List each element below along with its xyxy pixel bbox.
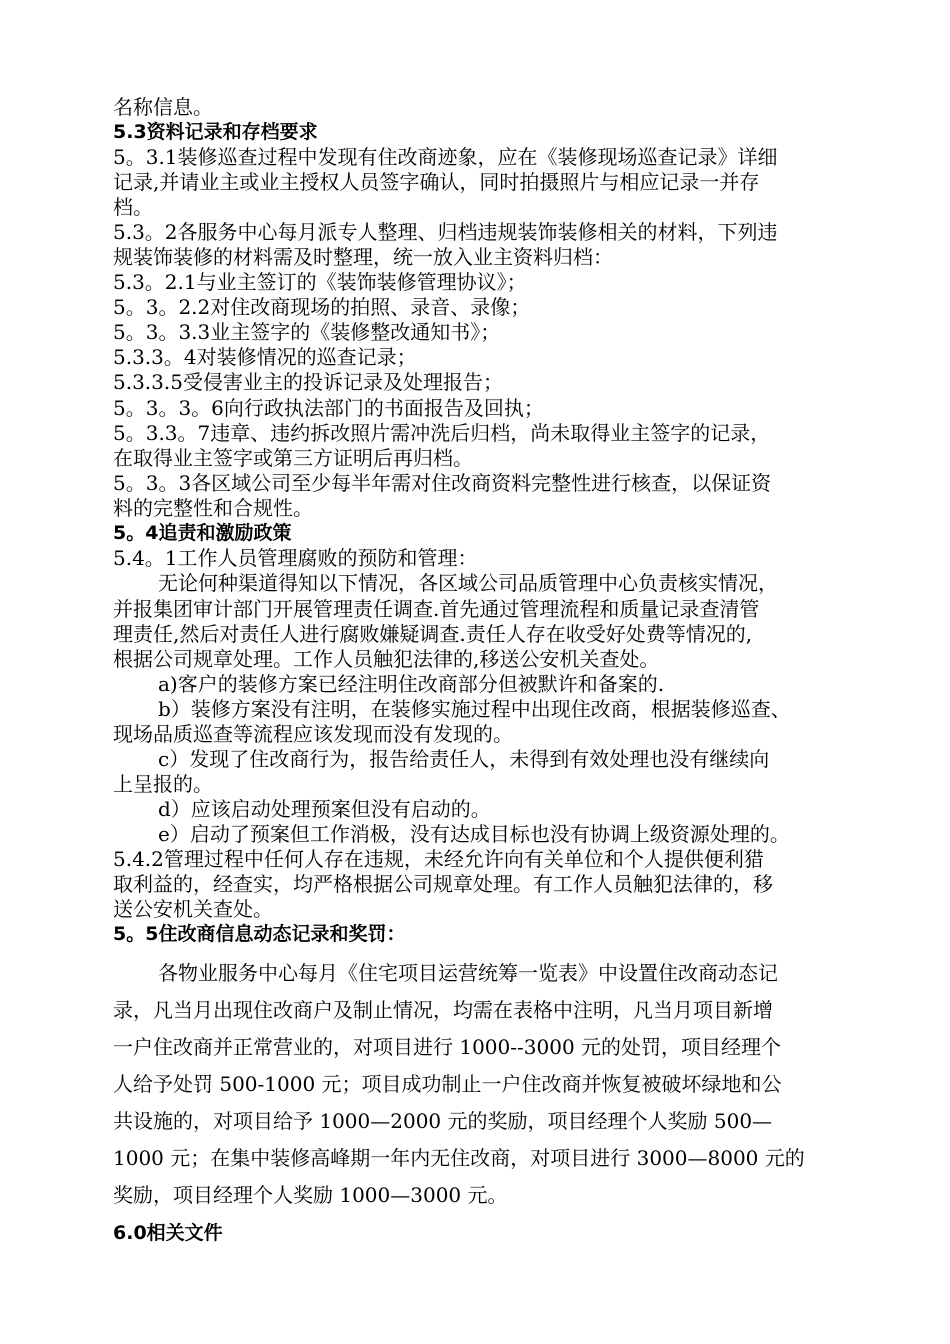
text-line: 根据公司规章处理。工作人员触犯法律的,移送公安机关查处。 <box>113 647 660 671</box>
text-line: 1000 元；在集中装修高峰期一年内无住改商，对项目进行 3000—8000 元的 <box>113 1146 805 1170</box>
text-line: 5.4.2管理过程中任何人存在违规，未经允许向有关单位和个人提供便利猎 <box>113 847 764 871</box>
section-heading-5-4: 5。4追责和激励政策 <box>113 522 292 544</box>
text-line: 并报集团审计部门开展管理责任调查.首先通过管理流程和质量记录查清管 <box>113 597 760 621</box>
text-line: 共设施的，对项目给予 1000—2000 元的奖励，项目经理个人奖励 500— <box>113 1109 773 1133</box>
text-line: 取利益的，经查实，均严格根据公司规章处理。有工作人员触犯法律的，移 <box>113 872 773 896</box>
text-line: 无论何种渠道得知以下情况，各区域公司品质管理中心负责核实情况， <box>158 571 778 595</box>
text-line: 人给予处罚 500-1000 元；项目成功制止一户住改商并恢复被破坏绿地和公 <box>113 1072 782 1096</box>
text-line: 在取得业主签字或第三方证明后再归档。 <box>113 446 473 470</box>
text-line: 5.3.3。4对装修情况的巡查记录； <box>113 345 417 369</box>
text-line: 5。3。2.2对住改商现场的拍照、录音、录像； <box>113 295 531 319</box>
text-line: 档。 <box>113 195 153 219</box>
text-line: 记录,并请业主或业主授权人员签字确认，同时拍摄照片与相应记录一并存 <box>113 170 760 194</box>
section-heading-5-3: 5.3资料记录和存档要求 <box>113 121 318 143</box>
text-line: 各物业服务中心每月《住宅项目运营统筹一览表》中设置住改商动态记 <box>158 961 778 985</box>
text-line: 5.4。1工作人员管理腐败的预防和管理： <box>113 546 478 570</box>
text-line: 一户住改商并正常营业的，对项目进行 1000--3000 元的处罚，项目经理个 <box>113 1035 782 1059</box>
text-line: c）发现了住改商行为，报告给责任人，未得到有效处理也没有继续向 <box>158 747 770 771</box>
section-heading-6-0: 6.0相关文件 <box>113 1222 223 1244</box>
text-line: a)客户的装修方案已经注明住改商部分但被默许和备案的. <box>158 672 665 696</box>
text-line: 录，凡当月出现住改商户及制止情况，均需在表格中注明，凡当月项目新增 <box>113 998 773 1022</box>
text-line: 5。3.1装修巡查过程中发现有住改商迹象，应在《装修现场巡查记录》详细 <box>113 145 778 169</box>
section-heading-5-5: 5。5住改商信息动态记录和奖罚： <box>113 923 406 945</box>
text-line: 5.3。2各服务中心每月派专人整理、归档违规装饰装修相关的材料，下列违 <box>113 220 778 244</box>
text-line: b）装修方案没有注明，在装修实施过程中出现住改商，根据装修巡查、 <box>158 697 791 721</box>
text-line: 5。3.3。7违章、违约拆改照片需冲洗后归档，尚未取得业主签字的记录， <box>113 421 771 445</box>
text-line: 5。3。3.3业主签字的《装修整改通知书》； <box>113 320 501 344</box>
text-line: 料的完整性和合规性。 <box>113 496 313 520</box>
text-line: 5。3。3各区域公司至少每半年需对住改商资料完整性进行核查，以保证资 <box>113 471 772 495</box>
text-line: 规装饰装修的材料需及时整理，统一放入业主资料归档： <box>113 245 613 269</box>
text-line: 奖励，项目经理个人奖励 1000—3000 元。 <box>113 1183 508 1207</box>
text-line: 上呈报的。 <box>113 772 213 796</box>
text-line: d）应该启动处理预案但没有启动的。 <box>158 797 491 821</box>
text-line: e）启动了预案但工作消极，没有达成目标也没有协调上级资源处理的。 <box>158 822 790 846</box>
text-line: 送公安机关查处。 <box>113 897 273 921</box>
text-line: 理责任,然后对责任人进行腐败嫌疑调查.责任人存在收受好处费等情况的, <box>113 622 753 646</box>
text-line: 5.3.3.5受侵害业主的投诉记录及处理报告； <box>113 370 503 394</box>
text-line: 现场品质巡查等流程应该发现而没有发现的。 <box>113 722 513 746</box>
text-line: 5.3。2.1与业主签订的《装饰装修管理协议》； <box>113 270 527 294</box>
text-line: 名称信息。 <box>113 95 213 119</box>
text-line: 5。3。3。6向行政执法部门的书面报告及回执； <box>113 396 544 420</box>
